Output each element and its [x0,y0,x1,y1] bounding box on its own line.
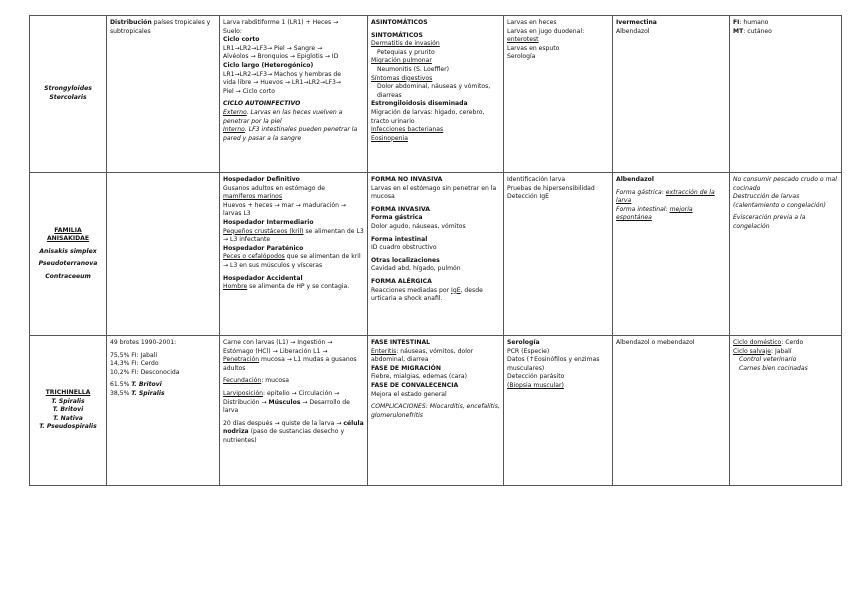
prev-term: Ciclo salvaje [733,347,772,355]
cycle-text: . LF3 intestinales pueden penetrar la pared y pasar a la sangre [223,126,358,142]
epi-line: 14,3% FI: Cerdo [110,360,159,368]
clinic-detail: Cavidad abd, hígado, pulmón [371,265,461,273]
species-name: T. Spiralis [51,397,85,405]
diag-line: Detección IgE [507,193,550,201]
prev-line: : Cerdo [781,339,804,346]
clinic-heading: FORMA NO INVASIVA [371,176,443,183]
clinic-detail: Dolor agudo, náuseas, vómitos [371,222,466,230]
species-name: T. Nativa [53,414,83,422]
species-name-cell [30,173,107,336]
clinic-detail: Larvas en el estómago sin penetrar en la mucosa [371,184,497,201]
clinic-sub: Eosinopenia [371,134,408,142]
cycle-term: Penetración [223,356,260,364]
epidemiology-cell [107,336,220,486]
life-cycle-cell [220,16,368,173]
row-trichinella [30,336,842,486]
diagnosis-cell [504,173,613,336]
cycle-term: Larviposición [223,389,264,397]
clinic-sub: Dermatitis de invasión [371,40,440,48]
clinical-cell [368,173,504,336]
cycle-heading: Hospedador Definitivo [223,176,300,183]
cycle-line: Gusanos adultos en estómago de [223,184,325,192]
clinic-detail: ID cuadro obstructivo [371,244,437,252]
prev-line: Destrucción de larvas (calentamiento o congelación) [733,193,826,209]
cycle-heading: Hospedador Paraténico [223,244,304,252]
clinic-detail: Petequias y prurito [377,48,435,56]
host-label: MT [733,27,744,35]
cycle-heading: Hospedador Accidental [223,274,303,282]
cycle-text: se alimentan de L3 → L3 infectante [223,227,364,244]
diag-heading: Serología [507,339,540,346]
epidemiology-cell [107,173,220,336]
cycle-text: mucosa → L1 mudas a gusanos adultos [223,356,357,372]
treat-term: mejoría espontánea [616,205,693,222]
cycle-term: Músculos [268,398,301,406]
prev-term: Ciclo doméstico [733,339,782,346]
diag-line: Identificación larva [507,176,566,183]
cycle-line: Suelo: [223,27,242,35]
cycle-line: Carne con larvas (L1) → Ingestión → Estómago (HCl) → Liberación L1 → [223,339,333,355]
clinical-cell [368,336,504,486]
epi-line: 61.5% [110,381,132,389]
treatment-cell [613,16,730,173]
row-strongyloides [30,16,842,173]
clinic-term: Enteritis [371,347,397,355]
species-name: T. Britovi [52,406,84,414]
diag-line: Larvas en esputo [507,44,560,52]
epi-line: 75,5% FI: Jabalí [110,351,158,359]
clinic-sub: Forma intestinal [371,235,428,243]
epi-species: T. Britovi [131,381,162,389]
treatment-cell [613,173,730,336]
epi-species: T. Spiralis [131,389,165,397]
clinic-detail: , desde urticaria a shock anafil. [371,286,483,303]
diag-line: Datos (↑Eosinófilos y enzimas musculares) [507,356,600,372]
clinic-detail: : náuseas, vómitos, dolor abdominal, diarrea [371,347,474,364]
diag-line: (Biopsia muscular) [507,381,564,389]
cycle-text: (paso de sustancias desecho y nutrientes) [223,428,345,444]
host-label: FI [733,19,740,26]
clinic-detail: Dolor abdominal, náuseas y vómitos, diarreas [377,83,491,99]
cycle-line: mamíferos marinos [223,193,283,201]
cycle-line: LR1→LR2→LF3→ Machos y hembras de [223,70,342,78]
cycle-term: Pequeños crustáceos (kril) [223,227,304,235]
treatment-cell [613,336,730,486]
diagnosis-cell [504,16,613,173]
clinic-heading: FASE DE CONVALECENCIA [371,381,459,389]
cycle-term: Fecundación [223,377,262,385]
species-name-cell [30,336,107,486]
clinic-sub: Migración pulmonar [371,57,432,65]
species-name: Anisakis simplex [39,247,97,255]
cycle-heading: Ciclo largo (Heterogónico) [223,61,314,69]
clinic-sub: Estrongiloidosis diseminada [371,100,468,108]
clinic-sub: Síntomas digestivos [371,74,433,82]
cycle-line: vida libre → Huevos → LR1→LR2→LF3→ [223,79,341,87]
cycle-term: Peces o cefalópodos [223,253,285,261]
prev-line: No consumir pescado crudo o mal cocinado [733,176,837,192]
clinic-sub: Infecciones bacterianas [371,126,444,134]
clinic-sub: Forma gástrica [371,214,423,222]
cycle-term: Interno [223,126,245,134]
life-cycle-cell [220,336,368,486]
epi-text: países tropicales y subtropicales [110,19,211,35]
parasite-table [29,15,842,486]
clinic-detail: Migración de larvas: hígado, cerebro, tracto urinario [371,108,485,125]
clinic-detail: Mejora el estado general [371,390,447,398]
clinic-heading: ASINTOMÁTICOS [371,19,428,26]
cycle-term: Hombre [223,283,248,291]
treat-line: Albendazol o mebendazol [616,339,695,346]
clinic-detail: Reacciones mediadas por [371,286,452,294]
diag-line: enterotest [507,36,539,44]
treat-line: Forma gástrica: [616,188,666,196]
family-name: FAMILIA [54,226,82,234]
treat-line: Forma intestinal: [616,205,670,213]
cycle-heading: Hospedador Intermediario [223,218,314,226]
epi-line: 38,5% [110,389,132,397]
diag-line: Pruebas de hipersensibilidad [507,184,595,192]
diag-line: Larvas en jugo duodenal: [507,27,585,35]
epi-line: 10,2% FI: Desconocida [110,368,180,376]
species-name: Stercolaris [49,94,87,101]
row-anisakidae [30,173,842,336]
cycle-line: Alvéolos → Bronquios → Epiglotis → ID [223,53,339,61]
host-cell [730,16,842,173]
cycle-text: que se alimentan de kril → L3 en sus músculos y vísceras [223,253,361,269]
species-name: Contraceeum [45,272,91,280]
clinic-detail: Fiebre, mialgias, edemas (cara) [371,373,467,381]
diag-line: Detección parásito [507,373,565,381]
prevention-cell [730,173,842,336]
prev-line: : Jabalí [771,347,792,355]
diag-line: Larvas en heces [507,19,557,26]
cycle-text: : epitelio → Circulación → Distribución → [223,389,340,406]
cycle-text: . Larvas en las heces vuelven a penetrar por la piel [223,108,343,125]
treat-line: Ivermectina [616,19,657,26]
cycle-line: Piel → Ciclo corto [223,87,276,95]
cycle-term: Externo [223,108,247,116]
species-name-cell [30,16,107,173]
cycle-text: 20 días después → quiste de la larva → [223,419,344,427]
clinic-heading: FORMA INVASIVA [371,205,430,213]
species-name: Strongyloides [44,85,92,93]
epi-line: 49 brotes 1990-2001: [110,339,177,346]
clinical-cell [368,16,504,173]
clinic-detail: Neumonitis (S. Loeffler) [377,65,449,73]
clinic-heading: SINTOMÁTICOS [371,31,423,39]
species-name: Pseudoterranova [38,260,98,268]
prev-line: Control veterinario [739,356,797,364]
cycle-text: → Desarrollo de larva [223,398,350,415]
host-text: : humano [739,19,769,26]
treat-line: Albendazol [616,27,650,35]
clinic-heading: FORMA ALÉRGICA [371,277,432,285]
cycle-heading: Ciclo corto [223,36,260,44]
epi-label: Distribución [110,19,152,26]
clinic-term: IgE [451,286,461,294]
cycle-term: célula nodriza [223,419,364,436]
diag-line: Serología [507,53,536,61]
clinic-detail: COMPLICACIONES: Miocarditis, encefalitis, glomerulonefritis [371,403,500,419]
prev-line: Carnes bien cocinadas [739,364,808,372]
life-cycle-cell [220,173,368,336]
prevention-cell [730,336,842,486]
cycle-line: LR1→LR2→LF3→ Piel → Sangre → [223,44,323,52]
treat-term: extracción de la larva [616,188,715,205]
clinic-heading: FASE DE MIGRACIÓN [371,364,441,372]
species-name: T. Pseudospiralis [39,423,97,431]
cycle-text: se alimenta de HP y se contagia. [247,283,350,291]
clinic-heading: FASE INTESTINAL [371,339,431,346]
clinic-sub: Otras localizaciones [371,256,440,264]
diagnosis-cell [504,336,613,486]
treat-line: Albendazol [616,176,654,183]
epidemiology-cell [107,16,220,173]
diag-line: PCR (Especie) [507,347,550,355]
cycle-text: : mucosa [261,377,290,385]
host-text: : cutáneo [743,27,772,35]
cycle-line: Larva rabditiforme 1 (LR1) + Heces → [223,19,339,26]
family-name: TRICHINELLA [45,389,91,397]
prev-line: Evisceración previa a la congelación [733,214,806,230]
family-name: ANISAKIDAE [46,235,90,243]
cycle-line: Huevos + heces → mar → maduración → larvas L3 [223,201,347,218]
cycle-heading: CICLO AUTOINFECTIVO [223,100,301,108]
